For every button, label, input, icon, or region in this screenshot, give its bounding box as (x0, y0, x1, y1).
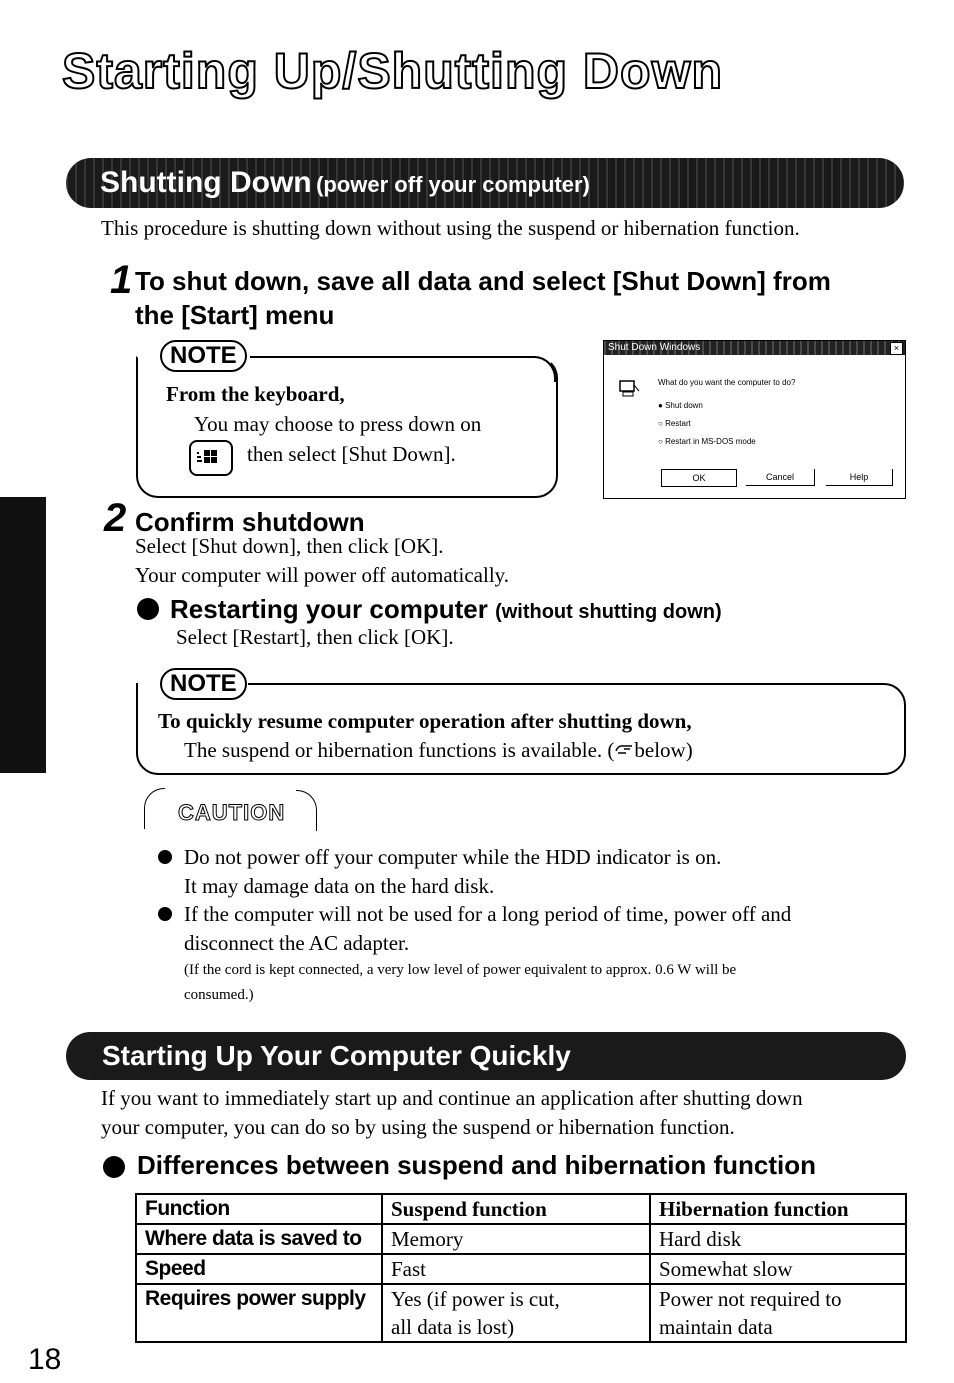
table-header-cell: Hibernation function (650, 1194, 906, 1224)
table-cell: Hard disk (650, 1224, 906, 1254)
step-2-line2: Your computer will power off automatically. (135, 563, 510, 587)
shutdown-intro: This procedure is shutting down without using the suspend or hibernation function. (101, 216, 800, 240)
table-cell: Speed (136, 1254, 382, 1284)
table-header-cell: Function (136, 1194, 382, 1224)
restart-bullet (137, 598, 159, 620)
table-cell: Memory (382, 1224, 650, 1254)
table-cell: Fast (382, 1254, 650, 1284)
step-1-number: 1 (110, 258, 133, 302)
shutdown-dialog-screenshot (603, 340, 906, 499)
note-2-text-after: below) (634, 738, 693, 762)
dialog-option-shutdown[interactable]: ● Shut down (658, 401, 703, 410)
table-header-row (136, 1194, 906, 1224)
step-2-line1: Select [Shut down], then click [OK]. (135, 534, 444, 558)
table-header-cell: Suspend function (382, 1194, 650, 1224)
step-1-heading-line2: the [Start] menu (135, 300, 335, 330)
caution-label: CAUTION (178, 800, 286, 825)
table-cell-line: all data is lost) (391, 1315, 515, 1339)
note-2-text-before: The suspend or hibernation functions is available. ( (184, 738, 615, 762)
note-1-top-right-corner (530, 356, 556, 382)
differences-table (135, 1193, 907, 1343)
restart-text: Select [Restart], then click [OK]. (176, 625, 454, 649)
caution-frame-left (144, 788, 165, 829)
reference-hand-icon (614, 736, 634, 765)
windows-key-icon (189, 440, 233, 476)
note-1-line1: You may choose to press down on (194, 412, 482, 436)
caution-item-2-line2: disconnect the AC adapter. (184, 931, 410, 955)
page-number: 18 (28, 1343, 62, 1376)
restart-heading-main: Restarting your computer (170, 594, 488, 624)
dialog-close-icon[interactable]: × (890, 342, 903, 355)
dialog-cancel-button[interactable]: Cancel (746, 469, 815, 486)
caution-item-1-line2: It may damage data on the hard disk. (184, 874, 495, 898)
dialog-option-msdos[interactable]: ○ Restart in MS-DOS mode (658, 437, 756, 446)
page-title: Starting Up/Shutting Down (62, 43, 724, 99)
step-2-heading: Confirm shutdown (135, 507, 365, 537)
caution-frame-right (296, 790, 317, 831)
caution-item-2-note-line2: consumed.) (184, 987, 254, 1003)
restart-heading (170, 594, 722, 625)
table-cell: Somewhat slow (650, 1254, 906, 1284)
table-cell-line: maintain data (659, 1315, 773, 1339)
table-cell: Where data is saved to (136, 1224, 382, 1254)
computer-icon (618, 379, 640, 399)
startup-banner-title: Starting Up Your Computer Quickly (102, 1040, 571, 1071)
shutdown-banner-title: Shutting Down (100, 166, 312, 199)
restart-heading-sub: (without shutting down) (495, 601, 722, 623)
startup-intro-line1: If you want to immediately start up and continue an application after shutting down (101, 1086, 803, 1110)
dialog-help-button[interactable]: Help (826, 469, 893, 486)
table-row (136, 1224, 906, 1254)
startup-section-banner (66, 1032, 906, 1080)
shutdown-section-banner (66, 158, 904, 208)
caution-item-2-line1: If the computer will not be used for a long period of time, power off and (184, 902, 792, 926)
dialog-ok-button[interactable]: OK (661, 469, 737, 487)
caution-item-1-line1: Do not power off your computer while the HDD indicator is on. (184, 845, 722, 869)
note-2-text (184, 736, 693, 765)
shutdown-banner-subtitle: (power off your computer) (316, 172, 590, 197)
table-cell (650, 1284, 906, 1342)
table-cell: Requires power supply (136, 1284, 382, 1342)
table-row (136, 1284, 906, 1342)
step-1-heading-line1: To shut down, save all data and select [Shut Down] from (135, 266, 831, 296)
differences-heading: Differences between suspend and hibernation function (137, 1150, 816, 1180)
caution-bullet-1 (158, 850, 172, 864)
chapter-side-tab (0, 497, 46, 773)
step-2-number: 2 (104, 496, 127, 540)
table-cell-line: Power not required to (659, 1287, 842, 1311)
caution-item-2-note-line1: (If the cord is kept connected, a very low level of power equivalent to approx. 0.6 W will be (184, 962, 737, 978)
table-row (136, 1254, 906, 1284)
startup-intro-line2: your computer, you can do so by using the suspend or hibernation function. (101, 1115, 735, 1139)
dialog-question: What do you want the computer to do? (658, 378, 796, 387)
dialog-title: Shut Down Windows (608, 342, 701, 353)
note-1-heading: From the keyboard, (166, 382, 345, 406)
dialog-title-bar (604, 341, 905, 355)
differences-bullet (103, 1156, 125, 1178)
note-1-label: NOTE (160, 340, 247, 372)
note-2-label: NOTE (160, 668, 247, 700)
dialog-option-restart[interactable]: ○ Restart (658, 419, 691, 428)
caution-bullet-2 (158, 907, 172, 921)
table-cell (382, 1284, 650, 1342)
note-2-heading: To quickly resume computer operation after shutting down, (158, 709, 692, 733)
note-1-line2: then select [Shut Down]. (247, 442, 456, 466)
table-cell-line: Yes (if power is cut, (391, 1287, 560, 1311)
